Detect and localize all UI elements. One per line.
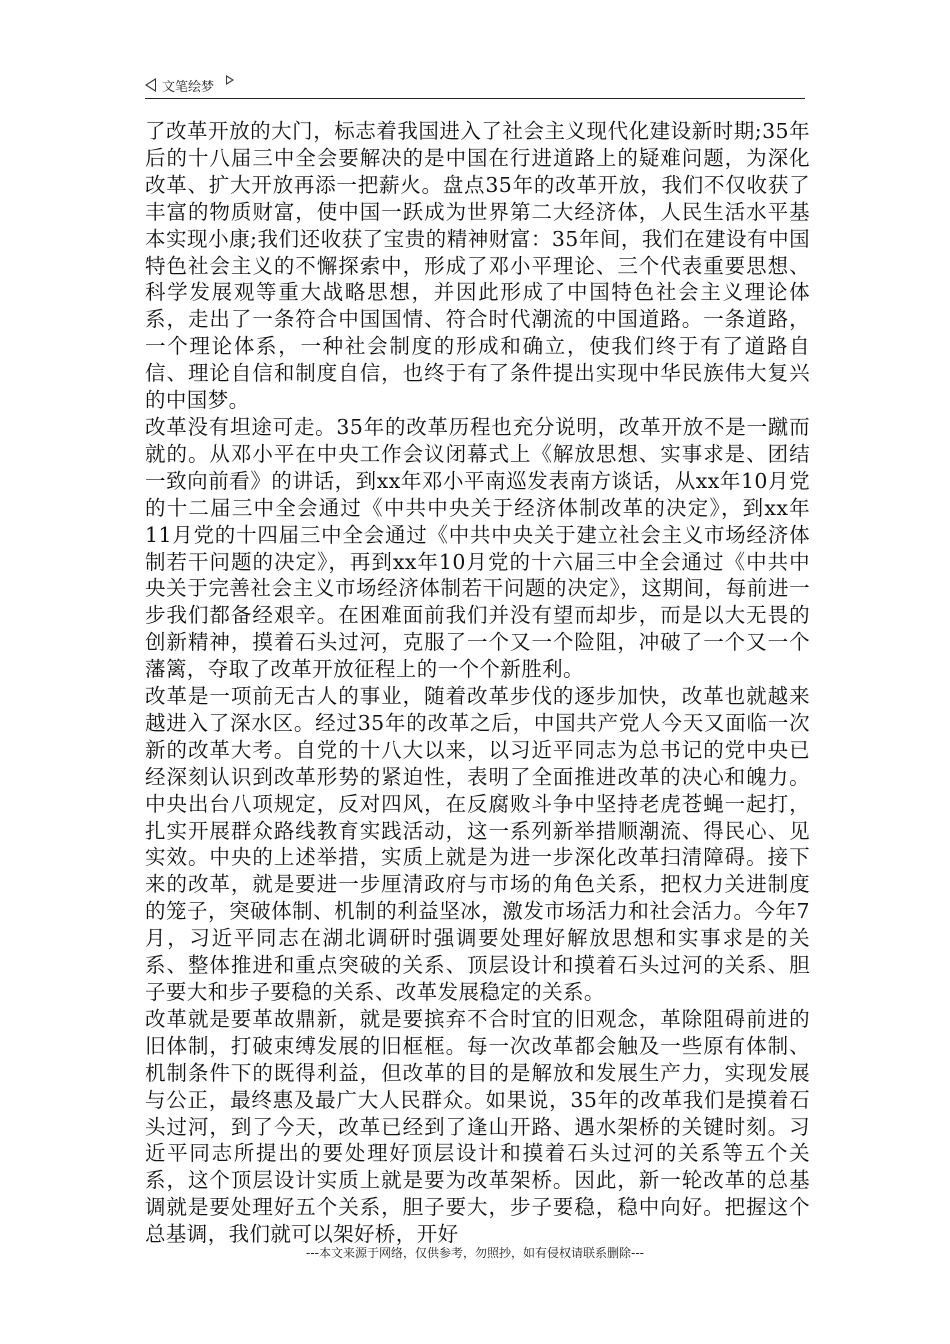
paragraph: 改革就是要革故鼎新，就是要摈弃不合时宜的旧观念，革除阻碍前进的旧体制，打破束缚发展的旧框框。每一次改革都会触及一些原有体制、机制条件下的既得利益，但改革的目的是解放和发展生产力，实现发展与公正，最终惠及最广大人民群众。如果说，35年的改革我们是摸着石头过河，到了今天，改革已经到了逢山开路、遇水架桥的关键时刻。习近平同志所提出的要处理好顶层设计和摸着石头过河的关系等五个关系，这个顶层设计实质上就是要为改革架桥。因此，新一轮改革的总基调就是要处理好五个关系，胆子要大，步子要稳，稳中向好。把握这个总基调，我们就可以架好桥，开好: [145, 1006, 810, 1247]
document-body: [145, 118, 810, 1248]
triangle-right-icon: [226, 75, 234, 85]
triangle-left-icon: [145, 78, 156, 92]
paragraph: 了改革开放的大门，标志着我国进入了社会主义现代化建设新时期;35年后的十八届三中全会要解决的是中国在行进道路上的疑难问题，为深化改革、扩大开放再添一把薪火。盘点35年的改革开放，我们不仅收获了丰富的物质财富，使中国一跃成为世界第二大经济体，人民生活水平基本实现小康;我们还收获了宝贵的精神财富：35年间，我们在建设有中国特色社会主义的不懈探索中，形成了邓小平理论、三个代表重要思想、科学发展观等重大战略思想，并因此形成了中国特色社会主义理论体系，走出了一条符合中国国情、符合时代潮流的中国道路。一条道路，一个理论体系，一种社会制度的形成和确立，使我们终于有了道路自信、理论自信和制度自信，也终于有了条件提出实现中华民族伟大复兴的中国梦。: [145, 119, 810, 413]
page-header: [145, 72, 805, 99]
paragraph: 改革没有坦途可走。35年的改革历程也充分说明，改革开放不是一蹴而就的。从邓小平在中央工作会议闭幕式上《解放思想、实事求是、团结一致向前看》的讲话，到xx年邓小平南巡发表南方谈话，从xx年10月党的十二届三中全会通过《中共中央关于经济体制改革的决定》，到xx年11月党的十四届三中全会通过《中共中央关于建立社会主义市场经济体制若干问题的决定》，再到xx年10月党的十六届三中全会通过《中共中央关于完善社会主义市场经济体制若干问题的决定》，这期间，每前进一步我们都备经艰辛。在困难面前我们并没有望而却步，而是以大无畏的创新精神，摸着石头过河，克服了一个又一个险阻，冲破了一个又一个藩篱，夺取了改革开放征程上的一个个新胜利。: [145, 414, 810, 682]
paragraph: 改革是一项前无古人的事业，随着改革步伐的逐步加快，改革也就越来越进入了深水区。经过35年的改革之后，中国共产党人今天又面临一次新的改革大考。自党的十八大以来，以习近平同志为总书记的党中央已经深刻认识到改革形势的紧迫性，表明了全面推进改革的决心和魄力。中央出台八项规定，反对四风，在反腐败斗争中坚持老虎苍蝇一起打，扎实开展群众路线教育实践活动，这一系列新举措顺潮流、得民心、见实效。中央的上述举措，实质上就是为进一步深化改革扫清障碍。接下来的改革，就是要进一步厘清政府与市场的角色关系，把权力关进制度的笼子，突破体制、机制的利益坚冰，激发市场活力和社会活力。今年7月，习近平同志在湖北调研时强调要处理好解放思想和实事求是的关系、整体推进和重点突破的关系、顶层设计和摸着石头过河的关系、胆子要大和步子要稳的关系、改革发展稳定的关系。: [145, 684, 810, 1004]
header-title: 文笔绘梦: [162, 79, 215, 95]
page-footer: ---本文来源于网络，仅供参考，勿照抄，如有侵权请联系删除---: [306, 1246, 644, 1260]
